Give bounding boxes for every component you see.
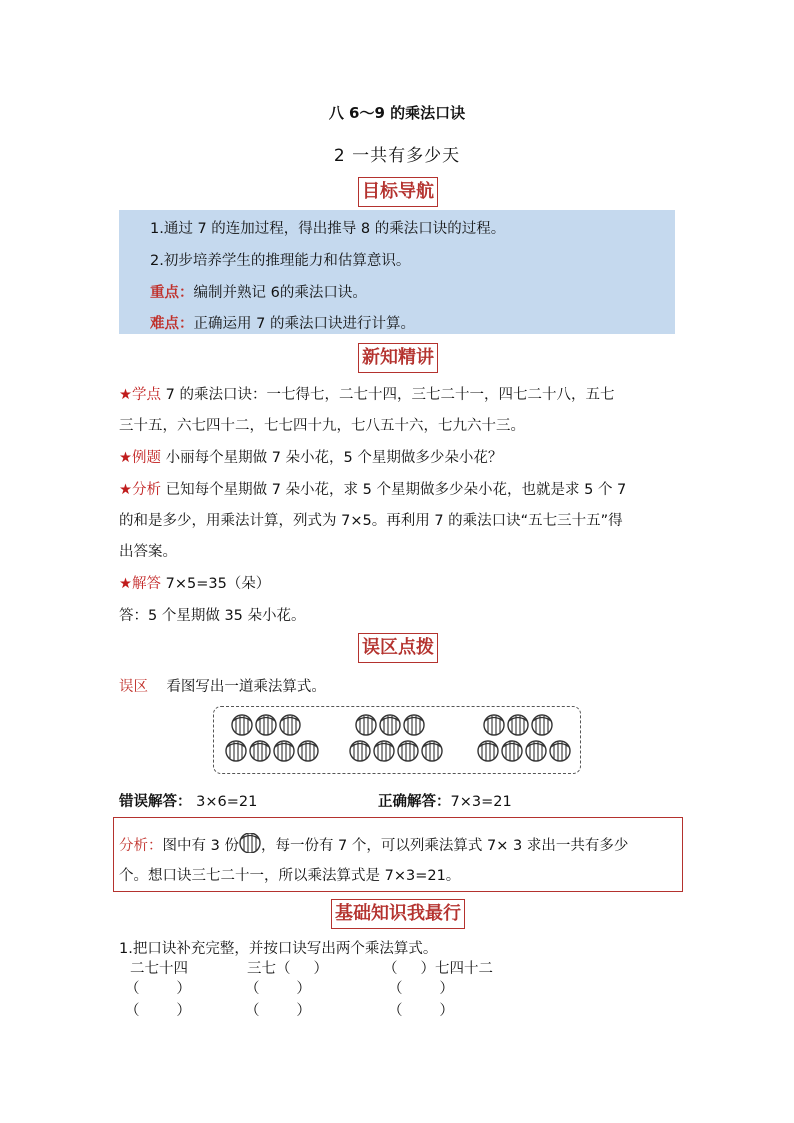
wrong-answer <box>119 790 257 811</box>
key-point-text: 编制并熟记 6的乘法口诀。 <box>193 285 367 301</box>
right-answer <box>378 790 512 811</box>
goal-key-point <box>150 281 367 302</box>
rhyme-col3: （ ）七四十二 <box>383 961 494 977</box>
rhyme-col2: 三七（ ） <box>247 961 329 977</box>
balls-illustration <box>214 707 580 773</box>
section-goals-heading: 目标导航 <box>358 177 438 207</box>
analysis-text-1: 已知每个星期做 7 朵小花，求 5 个星期做多少朵小花，也就是求 5 个 7 <box>161 482 627 498</box>
section-basics-heading: 基础知识我最行 <box>331 899 465 929</box>
balls-picture <box>213 706 581 774</box>
ball-group-3 <box>478 715 570 761</box>
pitfall-analysis-line1 <box>119 833 628 855</box>
unit-title: 八 6～9 的乘法口诀 <box>328 104 466 122</box>
knowledge-point-line1 <box>119 383 614 404</box>
pitfall-analysis-label: 分析： <box>119 838 163 854</box>
answer-text: 7×5=35（朵） <box>161 576 271 592</box>
analysis-line1 <box>119 478 626 499</box>
answer-blank[interactable]: （ ） <box>245 981 311 997</box>
answer-line <box>119 572 270 593</box>
example-label: ★例题 <box>119 450 161 466</box>
analysis-line3: 出答案。 <box>119 544 177 560</box>
goal-item-1: 1.通过 7 的连加过程，得出推导 8 的乘法口诀的过程。 <box>150 221 506 237</box>
final-answer: 答：5 个星期做 35 朵小花。 <box>119 608 306 624</box>
knowledge-point-line2: 三十五，六七四十二，七七四十九，七八五十六，七九六十三。 <box>119 418 525 434</box>
analysis-line2: 的和是多少，用乘法计算，列式为 7×5。再利用 7 的乘法口诀“五七三十五”得 <box>119 513 623 529</box>
answer-blank[interactable]: （ ） <box>125 1003 191 1019</box>
pitfall-analysis-text-a: 图中有 3 份 <box>162 838 239 854</box>
example-line <box>119 446 502 467</box>
section-new-knowledge-heading: 新知精讲 <box>358 343 438 373</box>
answer-blank[interactable]: （ ） <box>245 1003 311 1019</box>
analysis-label: ★分析 <box>119 482 161 498</box>
pitfall-prompt-line <box>119 675 326 696</box>
pitfall-prompt: 看图写出一道乘法算式。 <box>166 679 326 695</box>
right-answer-text: 7×3=21 <box>450 794 512 810</box>
lesson-title: 2 一共有多少天 <box>333 146 461 166</box>
ball-group-1 <box>226 715 318 761</box>
knowledge-point-label: ★学点 <box>119 387 161 403</box>
right-answer-label: 正确解答： <box>378 794 451 810</box>
knowledge-point-text: 7 的乘法口诀：一七得七，二七十四，三七二十一，四七二十八，五七 <box>161 387 615 403</box>
answer-blank[interactable]: （ ） <box>388 1003 454 1019</box>
section-pitfalls-heading: 误区点拨 <box>358 633 438 663</box>
pitfall-analysis-text-b: ，每一份有 7 个，可以列乘法算式 7× 3 求出一共有多少 <box>260 838 629 854</box>
rhyme-col1: 二七十四 <box>130 961 188 977</box>
exercise-question-1: 1.把口诀补充完整，并按口诀写出两个乘法算式。 <box>119 941 438 957</box>
difficulty-text: 正确运用 7 的乘法口诀进行计算。 <box>193 316 415 332</box>
answer-blank[interactable]: （ ） <box>125 981 191 997</box>
wrong-answer-label: 错误解答： <box>119 794 192 810</box>
key-point-label: 重点： <box>150 285 194 301</box>
wrong-answer-text: 3×6=21 <box>191 794 258 810</box>
pitfall-label: 误区 <box>119 679 148 695</box>
answer-label: ★解答 <box>119 576 161 592</box>
ball-group-2 <box>350 715 442 761</box>
goal-difficulty <box>150 312 415 333</box>
volleyball-icon <box>239 833 261 853</box>
goal-item-2: 2.初步培养学生的推理能力和估算意识。 <box>150 253 411 269</box>
pitfall-analysis-line2: 个。想口诀三七二十一，所以乘法算式是 7×3=21。 <box>119 868 461 884</box>
difficulty-label: 难点： <box>150 316 194 332</box>
example-text: 小丽每个星期做 7 朵小花，5 个星期做多少朵小花？ <box>161 450 503 466</box>
answer-blank[interactable]: （ ） <box>388 981 454 997</box>
